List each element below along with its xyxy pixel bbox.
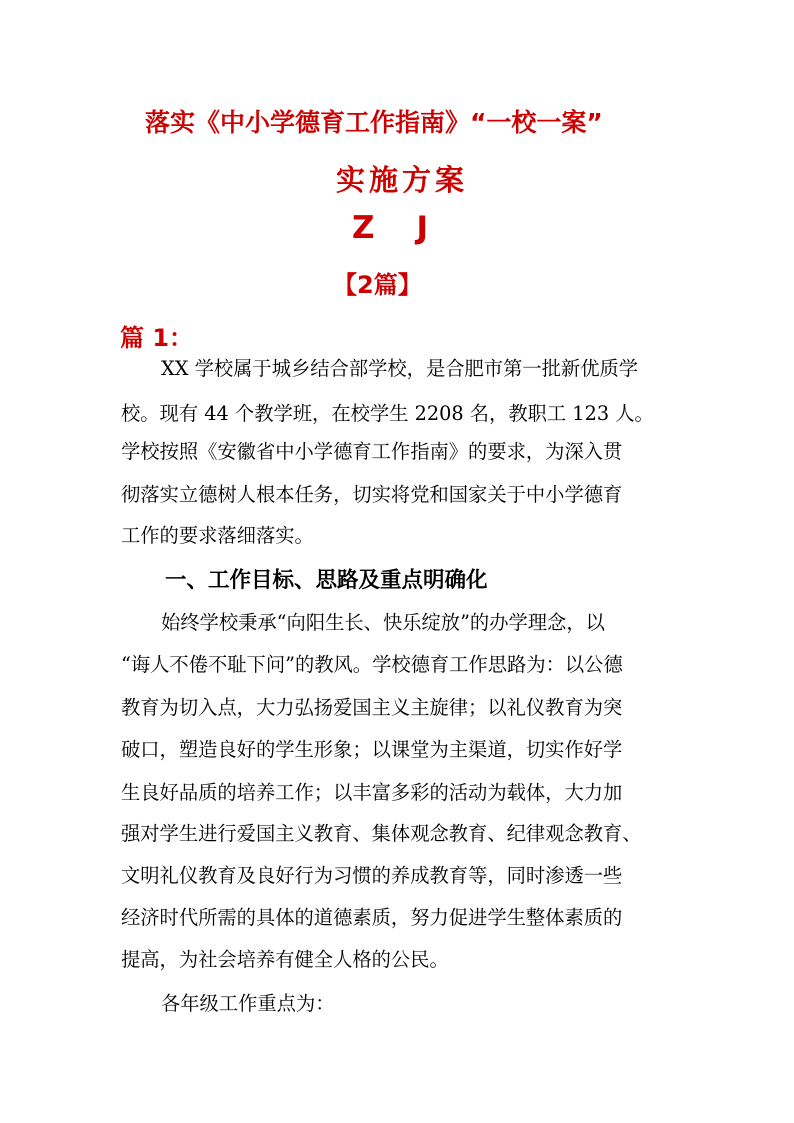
section-label: 篇 1： [120,324,194,352]
title-line-2: 实施方案 [336,163,469,197]
para3-line: 各年级工作重点为： [161,992,335,1015]
para1-line: 彻落实立德树人根本任务，切实将党和国家关于中小学德育 [121,483,623,506]
title-line-1: 落实《中小学德育工作指南》“一校一案” [145,108,603,137]
section-heading: 一、工作目标、思路及重点明确化 [165,568,488,593]
para1-line: 学校按照《安徽省中小学德育工作指南》的要求，为深入贯 [121,440,623,463]
para2-line: 生良好品质的培养工作；以丰富多彩的活动为载体，大力加 [121,781,623,804]
para2-line: 文明礼仪教育及良好行为习惯的养成教育等，同时渗透一些 [121,864,623,887]
para2-line: 始终学校秉承“向阳生长、快乐绽放”的办学理念，以 [161,611,605,634]
title-count: 【2篇】 [333,271,422,299]
title-line-3: ZJ [352,210,471,246]
para2-line: 经济时代所需的具体的道德素质，努力促进学生整体素质的 [121,906,623,929]
para1-line: 工作的要求落细落实。 [121,524,314,547]
para2-line: “诲人不倦不耻下问”的教风。学校德育工作思路为：以公德 [121,653,623,676]
para2-line: 强对学生进行爱国主义教育、集体观念教育、纪律观念教育、 [121,822,642,845]
para1-line: XX 学校属于城乡结合部学校，是合肥市第一批新优质学 [161,357,639,380]
para2-line: 破口，塑造良好的学生形象；以课堂为主渠道，切实作好学 [121,738,623,761]
para1-line: 校。现有 44 个教学班，在校学生 2208 名，教职工 123 人。 [121,402,654,425]
para2-line: 提高，为社会培养有健全人格的公民。 [121,948,449,971]
para2-line: 教育为切入点，大力弘扬爱国主义主旋律；以礼仪教育为突 [121,696,623,719]
